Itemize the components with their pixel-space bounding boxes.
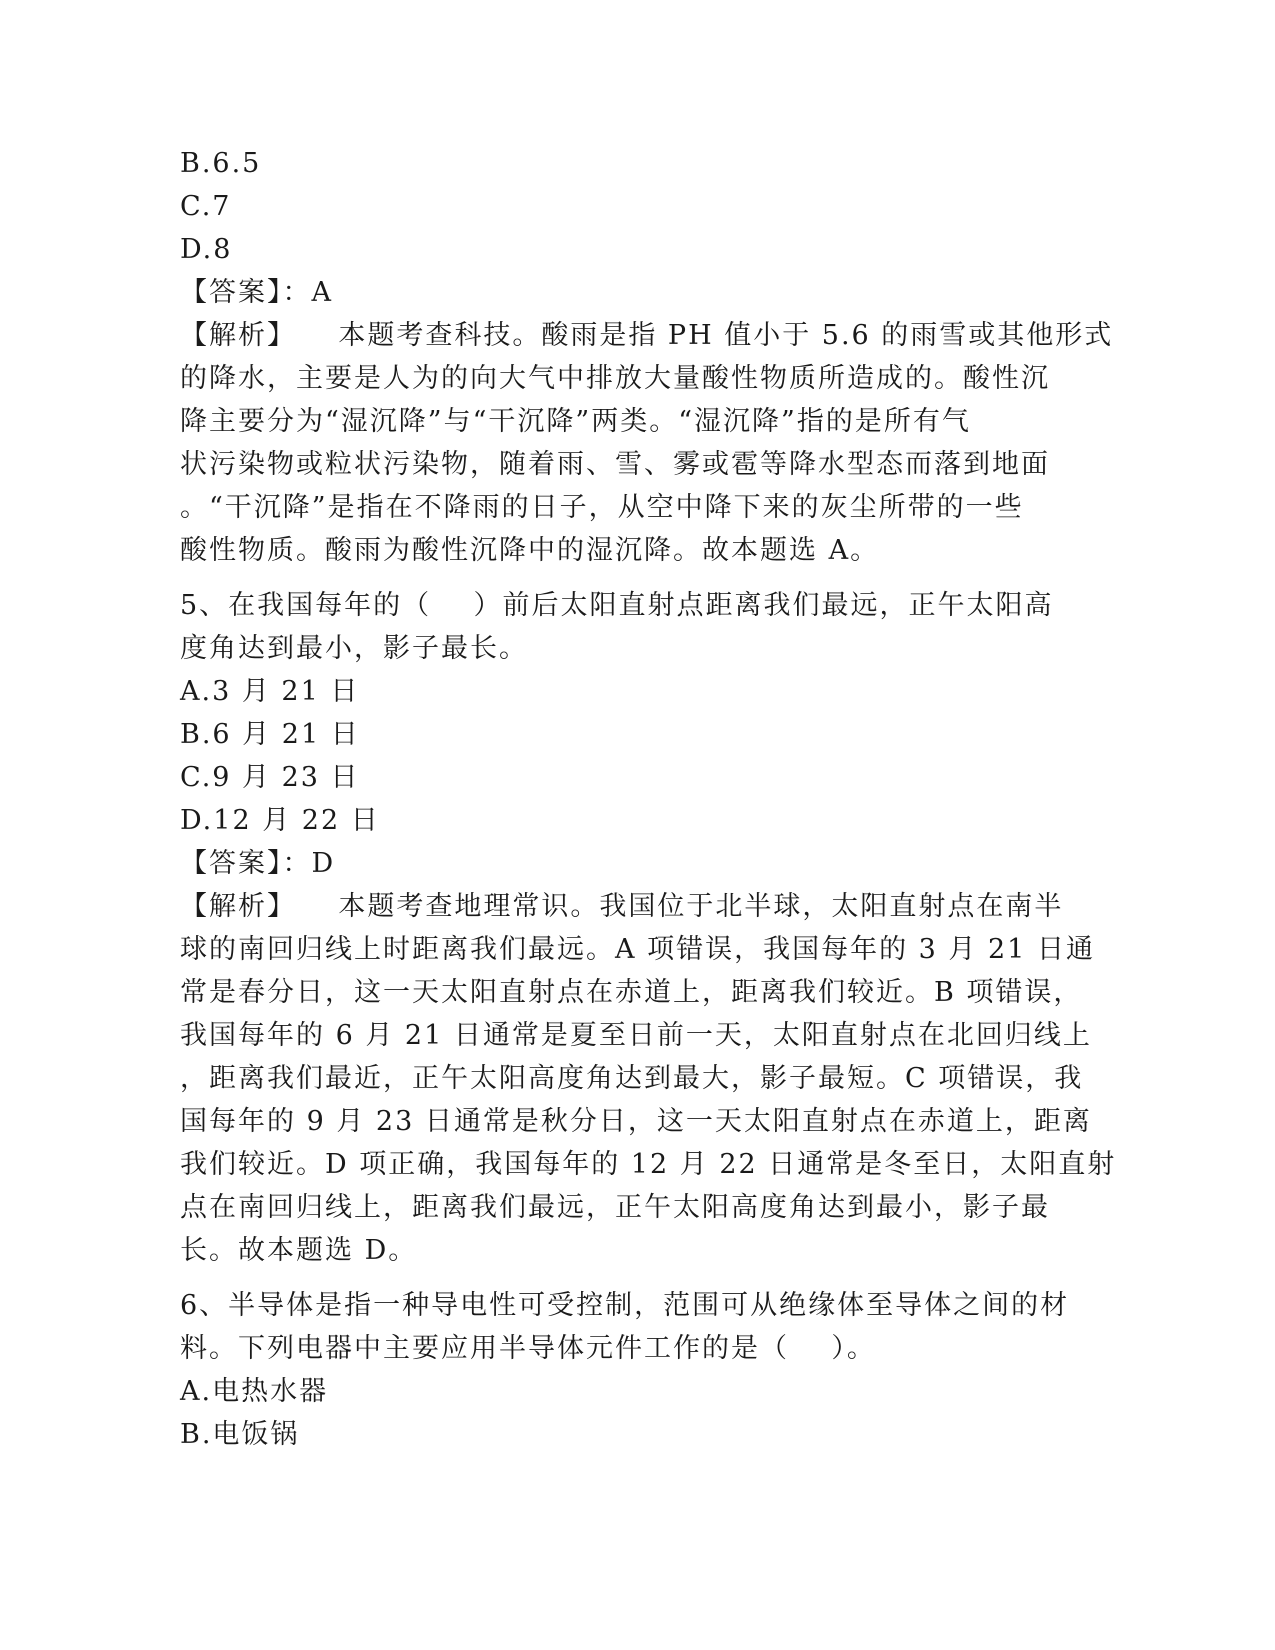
option-b: B.6 月 21 日 <box>180 719 360 750</box>
analysis-line: 。“干沉降”是指在不降雨的日子，从空中降下来的灰尘所带的一些 <box>180 492 1024 523</box>
option-b: B.电饭锅 <box>180 1419 300 1450</box>
answer-line: 【答案】：A <box>180 277 333 308</box>
analysis-line: 的降水，主要是人为的向大气中排放大量酸性物质所造成的。酸性沉 <box>180 363 1050 394</box>
analysis-line: 【解析】 本题考查地理常识。我国位于北半球，太阳直射点在南半 <box>180 891 1064 922</box>
document-page <box>180 142 1117 1456</box>
option-d: D.8 <box>180 234 233 265</box>
option-a: A.电热水器 <box>180 1376 329 1407</box>
option-a: A.3 月 21 日 <box>180 676 360 707</box>
question-4-tail <box>180 142 1114 572</box>
analysis-line: 我们较近。D 项正确，我国每年的 12 月 22 日通常是冬至日，太阳直射 <box>180 1149 1117 1180</box>
question-stem: 料。下列电器中主要应用半导体元件工作的是（ ）。 <box>180 1333 876 1364</box>
analysis-line: 状污染物或粒状污染物，随着雨、雪、雾或雹等降水型态而落到地面 <box>180 449 1050 480</box>
option-c: C.9 月 23 日 <box>180 762 360 793</box>
paragraph-gap <box>180 1272 1095 1284</box>
question-5 <box>180 584 1117 1272</box>
analysis-line: 我国每年的 6 月 21 日通常是夏至日前一天，太阳直射点在北回归线上 <box>180 1020 1092 1051</box>
question-stem: 5、在我国每年的（ ）前后太阳直射点距离我们最远，正午太阳高 <box>180 590 1054 621</box>
analysis-line: 点在南回归线上，距离我们最远，正午太阳高度角达到最小，影子最 <box>180 1192 1050 1223</box>
option-b: B.6.5 <box>180 148 262 179</box>
analysis-line: 球的南回归线上时距离我们最远。A 项错误，我国每年的 3 月 21 日通 <box>180 934 1095 965</box>
paragraph-gap <box>180 572 1095 584</box>
answer-line: 【答案】：D <box>180 848 336 879</box>
analysis-line: 酸性物质。酸雨为酸性沉降中的湿沉降。故本题选 A。 <box>180 535 880 566</box>
question-stem: 度角达到最小，影子最长。 <box>180 633 528 664</box>
analysis-line: 常是春分日，这一天太阳直射点在赤道上，距离我们较近。B 项错误， <box>180 977 1083 1008</box>
analysis-line: 长。故本题选 D。 <box>180 1235 418 1266</box>
analysis-line: 【解析】 本题考查科技。酸雨是指 PH 值小于 5.6 的雨雪或其他形式 <box>180 320 1114 351</box>
analysis-line: 降主要分为“湿沉降”与“干沉降”两类。“湿沉降”指的是所有气 <box>180 406 971 437</box>
analysis-line: 国每年的 9 月 23 日通常是秋分日，这一天太阳直射点在赤道上，距离 <box>180 1106 1092 1137</box>
option-c: C.7 <box>180 191 232 222</box>
question-stem: 6、半导体是指一种导电性可受控制，范围可从绝缘体至导体之间的材 <box>180 1290 1070 1321</box>
analysis-line: ，距离我们最近，正午太阳高度角达到最大，影子最短。C 项错误，我 <box>180 1063 1084 1094</box>
option-d: D.12 月 22 日 <box>180 805 380 836</box>
question-6 <box>180 1284 1095 1456</box>
